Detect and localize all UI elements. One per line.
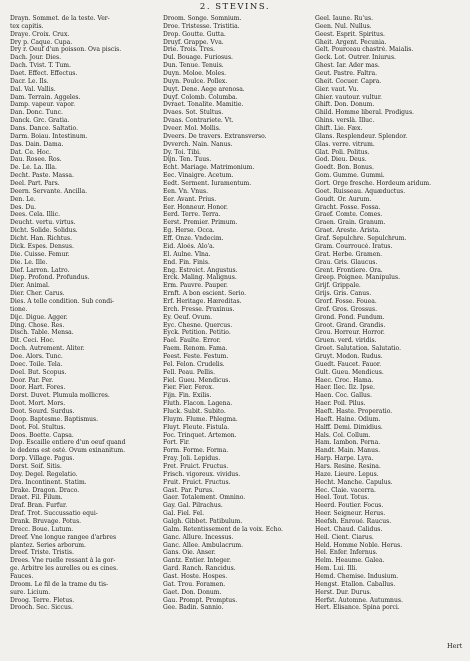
- dictionary-entry: Gans. Oie. Anser.: [163, 549, 216, 557]
- dictionary-entry: Dry p. Caque. Cupa.: [10, 38, 73, 46]
- dictionary-entry: Doec. Toile. Tela.: [10, 360, 63, 368]
- dictionary-entry: Gee. Badin. Sannio.: [163, 604, 224, 612]
- dictionary-entry: Duyf. Colomb. Columba.: [163, 93, 238, 101]
- dictionary-entry: Dreef. Vne longue rangee d'arbres: [10, 533, 117, 541]
- dictionary-entry: Geen. Nul. Nullus.: [315, 22, 372, 30]
- dictionary-entry: Ghest. Iar. Ader mas.: [315, 62, 380, 70]
- dictionary-entry: Dicht. Han. Richtus.: [10, 235, 73, 243]
- dictionary-entry: Gruyt. Modon. Rudus.: [315, 352, 383, 360]
- dictionary-entry: Doy. Degel. Regelatio.: [10, 470, 78, 478]
- dictionary-entry: Dijn. Ten. Tuus.: [163, 156, 212, 164]
- dictionary-entry: Gaet. Don. Donum.: [163, 588, 222, 596]
- dictionary-entry: Duyt. Dene. Aege arenosa.: [163, 85, 245, 93]
- column-1: [10, 15, 158, 612]
- dictionary-entry: Fauces.: [10, 573, 34, 581]
- dictionary-entry: Dat. Ce. Hoc.: [10, 148, 51, 156]
- dictionary-entry: Hec. Claie. vacerra.: [315, 486, 376, 494]
- dictionary-entry: Drake. Dragon. Draco.: [10, 486, 80, 494]
- dictionary-entry: Grat. Herbe. Gramen.: [315, 250, 383, 258]
- dictionary-entry: Grijf. Grippale.: [315, 282, 361, 290]
- dictionary-entry: El. Aulne. Vlna.: [163, 250, 211, 258]
- dictionary-entry: Dacr. Le. Ils.: [10, 77, 49, 85]
- dictionary-entry: Hars. Resine. Resina.: [315, 462, 381, 470]
- dictionary-entry: Hemd. Chemise. Indusium.: [315, 573, 399, 581]
- dictionary-entry: End. Fin. Finis.: [163, 258, 210, 266]
- dictionary-entry: Dies. A telle condition. Sub condi-: [10, 297, 115, 305]
- dictionary-entry: Ding. Chose. Res.: [10, 321, 65, 329]
- dictionary-entry: Dick. Espes. Densus.: [10, 242, 74, 250]
- dictionary-entry: Heer. Seigneur. Herus.: [315, 510, 386, 518]
- dictionary-entry: Eec. Vinaigre. Acetum.: [163, 172, 234, 180]
- dictionary-entry: Fael. Faulte. Error.: [163, 337, 221, 345]
- dictionary-entry: Doot. Sourd. Surdus.: [10, 407, 75, 415]
- dictionary-entry: tex capitis.: [10, 22, 44, 30]
- dictionary-entry: Gast. Par. Purus.: [163, 486, 215, 494]
- dictionary-entry: Glat. Poli. Politus.: [315, 148, 370, 156]
- dictionary-entry: Drank. Bruvage. Potus.: [10, 518, 82, 525]
- dictionary-entry: Dy. Toi. Tibi.: [163, 148, 201, 156]
- dictionary-entry: Form. Forme. Forma.: [163, 447, 229, 455]
- dictionary-entry: Erck. Maling. Malignus.: [163, 274, 237, 282]
- dictionary-entry: Dach. Jour. Dies.: [10, 54, 61, 62]
- column-2: [163, 15, 311, 612]
- dictionary-entry: Hel. Enfer. Infernus.: [315, 549, 378, 557]
- dictionary-entry: Graef. Comte. Comes.: [315, 211, 383, 219]
- dictionary-entry: Eer. Avant. Prius.: [163, 195, 217, 203]
- dictionary-entry: Deel. Part. Pars.: [10, 180, 60, 188]
- dictionary-entry: Galgh. Gibbet. Patibulum.: [163, 518, 243, 525]
- dictionary-entry: Ghift. Don. Donum.: [315, 101, 375, 109]
- dictionary-entry: Gier. vaut. Vu.: [315, 85, 359, 93]
- dictionary-entry: Den. Le.: [10, 195, 36, 203]
- dictionary-entry: tione.: [10, 305, 28, 313]
- dictionary-entry: Dans. Dance. Saltatio.: [10, 125, 78, 133]
- dictionary-entry: Grau. Gris. Glaucus.: [315, 258, 378, 266]
- dictionary-entry: Danck. Grc. Gratia.: [10, 117, 70, 125]
- dictionary-entry: Draet. Fil. Filum.: [10, 494, 63, 502]
- dictionary-entry: Gom. Gumme. Gummi.: [315, 172, 385, 180]
- dictionary-entry: Doe. Alors. Tunc.: [10, 352, 63, 360]
- dictionary-entry: Heerd. Foutier. Focus.: [315, 502, 384, 510]
- dictionary-entry: Doel. But. Scopus.: [10, 368, 67, 376]
- dictionary-entry: Handt. Main. Manus.: [315, 447, 380, 455]
- dictionary-entry: Ganc. Allee. Ambulacrum.: [163, 541, 244, 549]
- dictionary-entry: Galm. Retentissement de la voix. Echo.: [163, 525, 283, 533]
- dictionary-entry: Grof. Gros. Grossus.: [315, 305, 378, 313]
- dictionary-entry: Dvraet. Tonalite. Mamitie.: [163, 101, 244, 109]
- dictionary-entry: Gat. Trou. Foramen.: [163, 580, 226, 588]
- dictionary-entry: Doos. Boette. Capsa.: [10, 431, 74, 439]
- dictionary-entry: Dul. Bouage. Furiosus.: [163, 54, 233, 62]
- dictionary-entry: Dijc. Digue. Agger.: [10, 313, 68, 321]
- dictionary-entry: Dra. Incontinent. Statim.: [10, 478, 87, 486]
- dictionary-entry: Echt. Mariage. Matrimonium.: [163, 164, 255, 172]
- dictionary-entry: Damp. vapeur. vapor.: [10, 101, 76, 109]
- dictionary-entry: Dit. Ceci. Hoc.: [10, 337, 55, 345]
- dictionary-entry: Drie. Trois. Tres.: [163, 46, 216, 54]
- dictionary-entry: Ghift. Lie. Fæx.: [315, 125, 363, 133]
- dictionary-entry: Des. Du.: [10, 203, 37, 211]
- dictionary-entry: Heefsh. Enroué. Raucus.: [315, 518, 392, 525]
- dictionary-entry: Dorp. Village. Pagus.: [10, 455, 75, 463]
- dictionary-entry: Gast. Hoste. Hospes.: [163, 573, 228, 581]
- dictionary-entry: Dvaes. Sot. Stultus.: [163, 109, 224, 117]
- dictionary-entry: Geck. Lot. Outrer. Iniurus.: [315, 54, 396, 62]
- dictionary-entry: Gracht. Fosse. Fossa.: [315, 203, 381, 211]
- dictionary-entry: Die. Le. Ille.: [10, 258, 48, 266]
- dictionary-entry: Fluck. Subit. Subito.: [163, 407, 226, 415]
- dictionary-entry: Graf. Sepulchre. Sepulchrum.: [315, 235, 407, 243]
- dictionary-entry: Deucht. vertu. virtus.: [10, 219, 76, 227]
- dictionary-entry: Faem. Renom. Fama.: [163, 345, 228, 353]
- dictionary-entry: Gheit. Cocuer. Capra.: [315, 77, 382, 85]
- dictionary-entry: Graen. Grain. Granum.: [315, 219, 386, 227]
- dictionary-entry: Grent. Frontiere. Ora.: [315, 266, 383, 274]
- dictionary-entry: Fel. Felon. Crudelis.: [163, 360, 225, 368]
- dictionary-entry: God. Dieu. Deus.: [315, 156, 367, 164]
- dictionary-entry: Dau. Rosee. Ros.: [10, 156, 62, 164]
- dictionary-entry: Greep. Poignee. Manipulus.: [315, 274, 401, 282]
- dictionary-entry: Erf. Heritage. Hæreditas.: [163, 297, 242, 305]
- dictionary-entry: Droom. Le fil de la trame du tis-: [10, 580, 109, 588]
- dictionary-entry: Ghild. Homme liberal. Prodigus.: [315, 109, 414, 117]
- dictionary-entry: Hals. Col. Collum.: [315, 431, 371, 439]
- dictionary-entry: Dal. Val. Vallis.: [10, 85, 56, 93]
- dictionary-entry: Eerst. Premier. Primum.: [163, 219, 238, 227]
- dictionary-entry: Eg. Herse. Occa.: [163, 227, 215, 235]
- dictionary-entry: Dam. Terrain. Aggeles.: [10, 93, 81, 101]
- dictionary-entry: Groet. Salutation. Salutatio.: [315, 345, 401, 353]
- dictionary-entry: Disch. Table. Mensa.: [10, 329, 74, 337]
- dictionary-entry: Grijs. Gris. Canus.: [315, 290, 372, 298]
- dictionary-entry: Fier. Fier. Ferox.: [163, 384, 214, 392]
- dictionary-entry: Deern. Servante. Ancilla.: [10, 187, 87, 195]
- dictionary-entry: Door. Par. Per.: [10, 376, 54, 384]
- dictionary-entry: Graet. Areste. Arista.: [315, 227, 381, 235]
- dictionary-entry: Dveers. De travers. Extransverso.: [163, 132, 267, 140]
- dictionary-entry: Dop. Escaille entiere d'un oeuf quand: [10, 439, 126, 447]
- dictionary-entry: Drooch. Sec. Siccus.: [10, 604, 73, 612]
- dictionary-entry: Gruen. verd. viridis.: [315, 337, 377, 345]
- dictionary-entry: Eid. Aloés. Alo'a.: [163, 242, 215, 250]
- dictionary-entry: Eyck. Petition. Petitio.: [163, 329, 231, 337]
- dictionary-entry: Doot. Fol. Stultus.: [10, 423, 66, 431]
- dictionary-entry: Halff. Demi. Dimidius.: [315, 423, 383, 431]
- dictionary-entry: Drop. Goutte. Gutta.: [163, 30, 226, 38]
- dictionary-entry: Haen. Coc. Gallus.: [315, 392, 372, 400]
- dictionary-entry: Gau. Prompt. Promptus.: [163, 596, 238, 604]
- dictionary-entry: Gheit. Argent. Pecunia.: [315, 38, 387, 46]
- dictionary-entry: Goudt. Or. Aurum.: [315, 195, 372, 203]
- dictionary-entry: Geel. Iaune. Ru'us.: [315, 15, 374, 22]
- page-header: 2. STEVINS.: [199, 2, 271, 12]
- dictionary-entry: Dees. Cela. Illic.: [10, 211, 61, 219]
- dictionary-entry: Foc. Trinquet. Artemon.: [163, 431, 237, 439]
- dictionary-entry: Guedt. Faucet. Fauor.: [315, 360, 382, 368]
- dictionary-entry: Haze. Lieure. Lepus.: [315, 470, 379, 478]
- dictionary-entry: Dorst. Duvet. Plumula mollicres.: [10, 392, 110, 400]
- dictionary-entry: Doot. Mort. Mors.: [10, 400, 66, 408]
- dictionary-entry: Held. Homme Noble. Herus.: [315, 541, 403, 549]
- dictionary-entry: Frisch. vigoreux. vividus.: [163, 470, 241, 478]
- dictionary-entry: Decht. Paste. Massa.: [10, 172, 74, 180]
- dictionary-entry: Doch. Autrement. Aliter.: [10, 345, 85, 353]
- dictionary-entry: Hem. Lui. Illi.: [315, 565, 358, 573]
- dictionary-entry: Gal. Fiel. Fel.: [163, 510, 204, 518]
- dictionary-entry: Eedt. Serment. Iuramentum.: [163, 180, 252, 188]
- dictionary-entry: Ham. Iambon. Perna.: [315, 439, 381, 447]
- dictionary-entry: Feest. Feste. Festum.: [163, 352, 229, 360]
- dictionary-entry: Ghier. vautour. vultur.: [315, 93, 382, 101]
- dictionary-entry: Grou. Horreur. Horror.: [315, 329, 385, 337]
- dictionary-entry: Haer. Ilec. Ilz. Ipse.: [315, 384, 375, 392]
- dictionary-entry: Harp. Harpe. Lyra.: [315, 455, 374, 463]
- dictionary-entry: Door. Hart. Fores.: [10, 384, 66, 392]
- dictionary-entry: Gaer. Totalement. Omnino.: [163, 494, 246, 502]
- dictionary-entry: Fijn. Fin. Exilis.: [163, 392, 212, 400]
- dictionary-entry: Eer. Honneur. Honor.: [163, 203, 228, 211]
- dictionary-entry: Gelt. Pourceau chastré. Maialis.: [315, 46, 414, 54]
- dictionary-entry: Eerd. Terre. Terra.: [163, 211, 221, 219]
- dictionary-entry: Drees. Vne ruelle ressant à la gor-: [10, 557, 116, 565]
- dictionary-entry: Herst. Dur. Durus.: [315, 588, 372, 596]
- dictionary-entry: Een. Vn. Vnus.: [163, 187, 209, 195]
- dictionary-entry: Hecht. Manche. Capulus.: [315, 478, 393, 486]
- dictionary-entry: Hert. Elisance. Spina porci.: [315, 604, 400, 612]
- dictionary-entry: Ernft. A bon escient. Serio.: [163, 290, 247, 298]
- dictionary-entry: Helm. Heaume. Galea.: [315, 557, 385, 565]
- column-3: [315, 15, 463, 612]
- catchword: Hert: [447, 642, 463, 650]
- dictionary-entry: Heil. Cient. Ciarus.: [315, 533, 374, 541]
- dictionary-entry: Glans. Resplendeur. Splendor.: [315, 132, 408, 140]
- dictionary-entry: Diep. Profond. Profundus.: [10, 274, 90, 282]
- dictionary-entry: Dier. Cher. Carus.: [10, 290, 65, 298]
- dictionary-entry: Dan. Donc. Tunc.: [10, 109, 63, 117]
- dictionary-entry: Drayn. Sommet. de la teste. Ver-: [10, 15, 110, 22]
- dictionary-entry: Gort. Orge fresche. Hordeum aridum.: [315, 180, 432, 188]
- dictionary-entry: ge. Arbitre les aurelles ou es cines.: [10, 565, 119, 573]
- dictionary-entry: Haec. Croc. Hama.: [315, 376, 374, 384]
- dictionary-entry: Druyf. Grappe. Vva.: [163, 38, 224, 46]
- dictionary-entry: Fort. Fir.: [163, 439, 190, 447]
- dictionary-entry: Dorst. Soif. Sitis.: [10, 462, 62, 470]
- dictionary-entry: Ey. Oeuf. Ovum.: [163, 313, 213, 321]
- dictionary-entry: Daet. Effect. Effectus.: [10, 70, 78, 78]
- dictionary-entry: Erch. Fresse. Praxinus.: [163, 305, 235, 313]
- dictionary-entry: Geest. Esprit. Spiritus.: [315, 30, 385, 38]
- dictionary-entry: Gram. Courroucé. Iratus.: [315, 242, 393, 250]
- dictionary-entry: Dun. Tenue. Tenuis.: [163, 62, 224, 70]
- dictionary-entry: Dvverch. Nain. Nanus.: [163, 140, 233, 148]
- dictionary-entry: Glas. verre. vitrum.: [315, 140, 375, 148]
- dictionary-entry: Hengst. Etallon. Caballus.: [315, 580, 396, 588]
- dictionary-entry: Droog. Terre. Fletus.: [10, 596, 75, 604]
- dictionary-entry: Das. Dain. Dama.: [10, 140, 64, 148]
- dictionary-entry: Fluym. Flume. Phlegma.: [163, 415, 238, 423]
- dictionary-entry: Doop. Baptesme. Baptismus.: [10, 415, 99, 423]
- dictionary-entry: Heel. Tout. Totus.: [315, 494, 370, 502]
- dictionary-entry: Haeft. Haine. Odium.: [315, 415, 381, 423]
- dictionary-entry: le dedens est osté. Ovum exinanitum.: [10, 447, 126, 455]
- dictionary-entry: Ganc. Allure. Incessus.: [163, 533, 234, 541]
- dictionary-entry: Eng. Estroict. Angustus.: [163, 266, 238, 274]
- dictionary-entry: Heet. Chaud. Calidus.: [315, 525, 383, 533]
- dictionary-entry: Draf. Bran. Furfur.: [10, 502, 68, 510]
- dictionary-entry: Draye. Croix. Crux.: [10, 30, 70, 38]
- dictionary-entry: Droom. Songe. Somnium.: [163, 15, 242, 22]
- dictionary-entry: Dreef. Triste. Tristis.: [10, 549, 74, 557]
- dictionary-entry: Haer. Poil. Pilus.: [315, 400, 366, 408]
- dictionary-entry: Herfst. Automne. Autumnus.: [315, 596, 403, 604]
- dictionary-entry: De. Le. La. Illa.: [10, 164, 57, 172]
- dictionary-entry: Geut. Pastre. Faltra.: [315, 70, 377, 78]
- dictionary-entry: Dief. Larron. Latro.: [10, 266, 70, 274]
- dictionary-entry: Grorf. Fosse. Fouea.: [315, 297, 377, 305]
- dictionary-entry: sure. Licium.: [10, 588, 51, 596]
- dictionary-entry: Dry r. Oeuf d'un poisson. Ova piscis.: [10, 46, 122, 54]
- dictionary-entry: Drecc. Boue. Lutum.: [10, 525, 74, 533]
- dictionary-entry: plantez. Series arborum.: [10, 541, 86, 549]
- dictionary-entry: Goet. Ruisseau. Aquæductus.: [315, 187, 406, 195]
- dictionary-entry: Dicht. Solide. Solidus.: [10, 227, 78, 235]
- dictionary-entry: Dvaas. Contrariete. Vt.: [163, 117, 234, 125]
- dictionary-entry: Duyn. Moloe. Moles.: [163, 70, 227, 78]
- dictionary-entry: Fluyt. Fleute. Fistula.: [163, 423, 230, 431]
- dictionary-entry: Haeft. Haste. Properatio.: [315, 407, 393, 415]
- dictionary-entry: Eyc. Chesne. Quercus.: [163, 321, 233, 329]
- dictionary-entry: Droe. Tristesse. Tristitia.: [163, 22, 240, 30]
- dictionary-entry: Gay. Gal. Pilrachus.: [163, 502, 223, 510]
- dictionary-entry: Duyn. Poulce. Pollex.: [163, 77, 228, 85]
- dictionary-entry: Fiel. Gueu. Mendicus.: [163, 376, 231, 384]
- dictionary-entry: Erm. Pauvre. Pauper.: [163, 282, 228, 290]
- dictionary-entry: Dveer. Mol. Mollis.: [163, 125, 221, 133]
- dictionary-entry: Fruit. Fruict. Fructus.: [163, 478, 231, 486]
- dictionary-entry: Draf. Trot. Succussatio equi-: [10, 510, 98, 518]
- dictionary-entry: Groot. Grand. Grandis.: [315, 321, 386, 329]
- dictionary-entry: Fluth. Flacon. Lagena.: [163, 400, 233, 408]
- dictionary-entry: Gult. Gueu. Mendicus.: [315, 368, 384, 376]
- dictionary-entry: Fret. Fruict. Fructus.: [163, 462, 229, 470]
- dictionary-entry: Die. Cuisse. Femur.: [10, 250, 70, 258]
- dictionary-entry: Dier. Animal.: [10, 282, 50, 290]
- dictionary-entry: Darm. Boiau. Intestinum.: [10, 132, 88, 140]
- dictionary-entry: Ghins. verslà. Illuc.: [315, 117, 375, 125]
- dictionary-entry: Fell. Peau. Pellis.: [163, 368, 216, 376]
- dictionary-entry: Gantz. Entier. Integer.: [163, 557, 232, 565]
- dictionary-entry: Fray. Joli. Lepidus.: [163, 455, 221, 463]
- dictionary-entry: Eff. Onze. Vndecim.: [163, 235, 224, 243]
- dictionary-entry: Gard. Ranch. Rancidus.: [163, 565, 236, 573]
- dictionary-entry: Dach. Tvist. T. Tum.: [10, 62, 71, 70]
- dictionary-entry: Goedt. Bon. Bonus.: [315, 164, 374, 172]
- dictionary-entry: Grond. Fond. Fundum.: [315, 313, 385, 321]
